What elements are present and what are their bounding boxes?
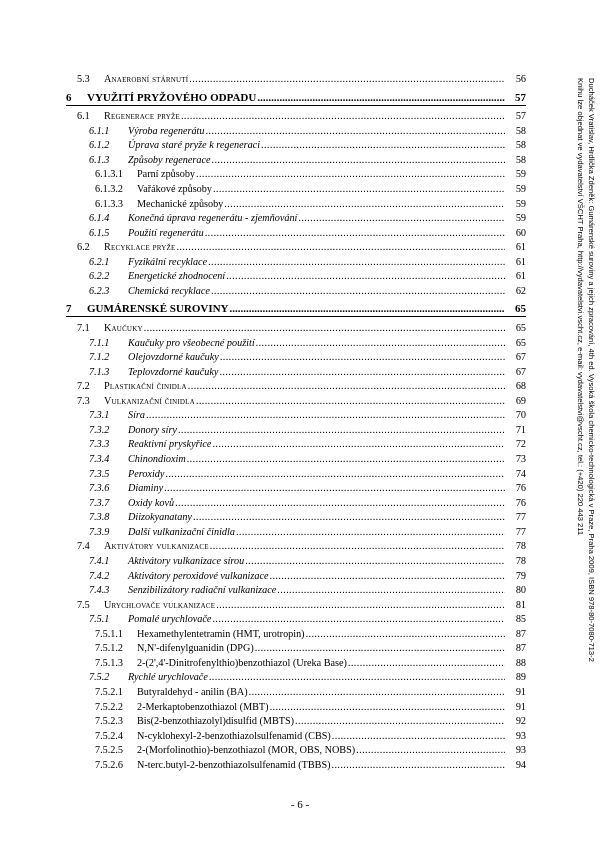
toc-entry-page: 59: [515, 213, 526, 224]
toc-dot-leader: [196, 395, 505, 408]
toc-entry-title: Teplovzdorné kaučuky: [128, 366, 219, 378]
toc-entry-title: Způsoby regenerace: [128, 154, 211, 166]
toc-entry-title: Diizokyanatany: [128, 512, 192, 524]
toc-entry-number: 6.1.4: [89, 213, 110, 224]
toc-dot-leader: [208, 256, 505, 269]
toc-entry[interactable]: [0, 322, 600, 335]
toc-entry-title: Kaučuky pro všeobecné použití: [128, 337, 255, 349]
page-number: - 6 -: [290, 799, 310, 811]
toc-entry-title-wrap: [137, 168, 505, 181]
toc-entry[interactable]: [0, 256, 600, 269]
toc-entry-title: Úprava staré pryže k regeneraci: [128, 140, 261, 152]
toc-entry-page: 76: [515, 497, 526, 509]
toc-entry-page: 80: [515, 585, 526, 596]
toc-entry[interactable]: [0, 686, 600, 699]
toc-entry-title-wrap: [137, 686, 505, 699]
toc-entry-number: 7.5.1.2: [95, 643, 124, 655]
toc-entry-number: 7.1: [77, 323, 90, 334]
toc-entry-title: Chemická recyklace: [128, 285, 210, 297]
toc-entry-page: 93: [515, 745, 526, 757]
toc-entry-page: 72: [515, 439, 526, 451]
toc-entry-title-wrap: [128, 212, 505, 225]
toc-entry[interactable]: [0, 227, 600, 240]
toc-dot-leader: [193, 511, 505, 524]
toc-entry-number: 7.3.6: [89, 483, 110, 495]
toc-entry-page: 61: [515, 271, 526, 283]
toc-entry-page: 88: [515, 657, 526, 669]
toc-entry-title-wrap: [137, 759, 505, 772]
toc-dot-leader: [220, 351, 505, 364]
toc-entry-number: 7.3.9: [89, 526, 110, 538]
toc-dot-leader: [348, 657, 505, 670]
toc-entry[interactable]: [0, 671, 600, 684]
toc-entry-title: Peroxidy: [128, 468, 165, 480]
toc-entry-title-wrap: [128, 555, 505, 568]
toc-entry-title-wrap: [104, 73, 505, 86]
toc-entry-number: 7.1.1: [89, 337, 110, 349]
toc-entry-page: 71: [515, 424, 526, 436]
toc-entry-page: 57: [515, 91, 526, 104]
toc-entry-title-wrap: [104, 241, 505, 254]
toc-entry-number: 5.3: [77, 74, 90, 85]
toc-entry-title: Síra: [128, 410, 145, 422]
toc-entry-title-wrap: [87, 92, 505, 105]
toc-entry-page: 59: [515, 198, 526, 210]
toc-entry-page: 85: [515, 614, 526, 626]
toc-dot-leader: [181, 110, 505, 123]
toc-entry-title-wrap: [128, 438, 505, 451]
toc-dot-leader: [219, 366, 505, 379]
toc-entry-number: 7.1.3: [89, 366, 110, 378]
toc-entry-title-wrap: [128, 570, 505, 583]
toc-entry[interactable]: [0, 73, 600, 86]
toc-entry[interactable]: [0, 303, 600, 316]
toc-entry-page: 81: [515, 599, 526, 611]
toc-entry[interactable]: [0, 380, 600, 393]
toc-dot-leader: [216, 599, 505, 612]
toc-entry-page: 77: [515, 526, 526, 538]
toc-entry-title-wrap: [104, 110, 505, 123]
toc-entry-title-wrap: [128, 671, 505, 684]
toc-entry-number: 6.2.2: [89, 271, 110, 283]
toc-entry-page: 65: [515, 323, 526, 334]
toc-dot-leader: [270, 570, 506, 583]
toc-entry-page: 92: [515, 716, 526, 728]
toc-entry-page: 91: [515, 701, 526, 713]
toc-entry-title-wrap: [137, 730, 505, 743]
toc-entry[interactable]: [0, 657, 600, 670]
toc-entry-title: Energetické zhodnocení: [128, 271, 226, 283]
toc-entry-page: 57: [515, 111, 526, 123]
toc-entry[interactable]: [0, 759, 600, 772]
toc-entry-number: 7.3.4: [89, 454, 110, 465]
toc-entry-title: Vulkanizační činidla: [104, 395, 195, 407]
toc-entry-number: 6.1.5: [89, 227, 110, 239]
toc-entry-page: 58: [515, 125, 526, 137]
toc-entry-title: Vařákové způsoby: [137, 183, 212, 195]
toc-entry[interactable]: [0, 395, 600, 408]
toc-entry[interactable]: [0, 482, 600, 495]
toc-entry-number: 7.3.8: [89, 512, 110, 524]
toc-entry-title-wrap: [128, 424, 505, 437]
toc-entry-page: 65: [515, 303, 526, 316]
toc-entry-number: 7: [66, 303, 72, 316]
toc-entry-title-wrap: [137, 657, 505, 670]
toc-entry-page: 79: [515, 570, 526, 582]
toc-dot-leader: [212, 613, 505, 626]
toc-dot-leader: [144, 322, 505, 335]
toc-dot-leader: [210, 540, 505, 553]
toc-entry-number: 7.1.2: [89, 352, 110, 364]
toc-entry-number: 7.3: [77, 395, 90, 407]
toc-entry-title: VYUŽITÍ PRYŽOVÉHO ODPADU: [87, 91, 257, 104]
toc-entry-page: 91: [515, 687, 526, 698]
side-note: [561, 78, 597, 698]
toc-entry-page: 77: [515, 512, 526, 524]
toc-entry-page: 62: [515, 285, 526, 297]
toc-dot-leader: [176, 241, 505, 254]
toc-entry-title: 2-(Morfolinothio)-benzothiazol (MOR, OBS, NOBS): [137, 745, 356, 757]
toc-entry-title-wrap: [104, 599, 505, 612]
toc-entry-title: N,N'-difenylguanidin (DPG): [137, 643, 254, 655]
toc-dot-leader: [295, 715, 505, 728]
toc-entry-page: 67: [515, 366, 526, 378]
toc-entry-title-wrap: [128, 270, 505, 283]
toc-dot-leader: [209, 671, 505, 684]
toc-entry-number: 7.5.2.5: [95, 745, 124, 757]
toc-entry[interactable]: [0, 285, 600, 298]
toc-dot-leader: [189, 73, 505, 86]
toc-entry[interactable]: [0, 453, 600, 466]
toc-entry-number: 6.1.2: [89, 140, 110, 152]
toc-entry[interactable]: [0, 730, 600, 743]
toc-dot-leader: [249, 686, 505, 699]
toc-entry-title-wrap: [137, 183, 505, 196]
toc-entry-title-wrap: [128, 256, 505, 269]
toc-entry[interactable]: [0, 642, 600, 655]
toc-dot-leader: [298, 212, 505, 225]
toc-entry-number: 7.3.3: [89, 439, 110, 451]
toc-entry[interactable]: [0, 744, 600, 757]
toc-entry-title-wrap: [128, 468, 505, 481]
toc-entry[interactable]: [0, 337, 600, 350]
toc-dot-leader: [175, 497, 505, 510]
toc-entry-page: 69: [515, 395, 526, 407]
toc-entry-title: 2-Merkaptobenzothiazol (MBT): [137, 701, 269, 713]
toc-entry[interactable]: [0, 540, 600, 553]
toc-entry-number: 7.5.2.2: [95, 701, 124, 713]
toc-entry-page: 78: [515, 541, 526, 553]
toc-entry-number: 7.5.2: [89, 672, 110, 684]
toc-entry-title-wrap: [104, 540, 505, 553]
toc-entry[interactable]: [0, 125, 600, 138]
toc-entry-page: 76: [515, 483, 526, 495]
toc-entry-page: 89: [515, 672, 526, 684]
chapter-underline: [66, 105, 526, 106]
toc-entry-title: Olejovzdorné kaučuky: [128, 352, 219, 364]
toc-dot-leader: [165, 468, 505, 481]
toc-dot-leader: [270, 701, 505, 714]
toc-entry[interactable]: [0, 526, 600, 539]
toc-entry[interactable]: [0, 715, 600, 728]
toc-entry-title: Fyzikální recyklace: [128, 256, 208, 268]
toc-dot-leader: [261, 139, 505, 152]
toc-entry-title-wrap: [128, 584, 505, 597]
toc-entry-title-wrap: [137, 198, 505, 211]
toc-entry-number: 6.1.3.2: [95, 183, 124, 195]
toc-entry-number: 7.5.2.1: [95, 687, 124, 698]
toc-entry-number: 7.5.2.3: [95, 716, 124, 728]
toc-entry-number: 7.5.1.1: [95, 628, 124, 640]
toc-dot-leader: [205, 227, 505, 240]
toc-entry-page: 70: [515, 410, 526, 422]
toc-entry[interactable]: [0, 468, 600, 481]
toc-entry-title: Urychlovače vulkanizace: [104, 599, 216, 611]
toc-entry[interactable]: [0, 139, 600, 152]
toc-entry[interactable]: [0, 438, 600, 451]
toc-entry-title: Butyraldehyd - anilin (BA): [137, 687, 248, 698]
toc-entry-number: 7.4.3: [89, 585, 110, 596]
toc-entry-page: 65: [515, 337, 526, 349]
toc-entry-title: Reaktivní pryskyřice: [128, 439, 212, 451]
toc-entry-title-wrap: [128, 511, 505, 524]
toc-dot-leader: [213, 183, 505, 196]
toc-entry-title: Hexamethylentetramin (HMT, urotropin): [137, 628, 305, 640]
toc-entry-number: 7.3.7: [89, 497, 110, 509]
toc-entry-number: 6.2: [77, 242, 90, 254]
toc-dot-leader: [356, 744, 505, 757]
toc-entry-title-wrap: [137, 744, 505, 757]
toc-dot-leader: [226, 270, 505, 283]
toc-dot-leader: [146, 409, 505, 422]
toc-dot-leader: [245, 555, 505, 568]
toc-entry-title-wrap: [137, 628, 505, 641]
toc-dot-leader: [224, 198, 505, 211]
toc-entry-title-wrap: [128, 613, 505, 626]
toc-entry-title: Rychlé urychlovače: [128, 672, 208, 684]
toc-entry[interactable]: [0, 351, 600, 364]
toc-entry-page: 56: [515, 74, 526, 85]
toc-dot-leader: [332, 759, 505, 772]
toc-entry-number: 7.5.2.6: [95, 759, 124, 771]
toc-entry[interactable]: [0, 110, 600, 123]
toc-entry-title-wrap: [128, 409, 505, 422]
toc-entry-page: 93: [515, 730, 526, 742]
toc-entry-number: 7.3.2: [89, 424, 110, 436]
toc-entry-title-wrap: [128, 227, 505, 240]
toc-entry-page: 67: [515, 352, 526, 364]
toc-dot-leader: [212, 438, 505, 451]
toc-entry-title: Regenerace pryže: [104, 111, 180, 123]
toc-entry[interactable]: [0, 511, 600, 524]
toc-entry-title: N-cyklohexyl-2-benzothiazolsulfenamid (CBS): [137, 730, 331, 742]
toc-entry-title: Recyklace pryže: [104, 242, 176, 254]
toc-entry[interactable]: [0, 154, 600, 167]
toc-entry-number: 6: [66, 91, 72, 104]
toc-entry-title-wrap: [104, 395, 505, 408]
toc-dot-leader: [332, 730, 505, 743]
toc-entry-page: 74: [515, 468, 526, 480]
toc-entry-title: Chinondioxim: [128, 454, 186, 465]
toc-entry-title-wrap: [128, 482, 505, 495]
toc-entry-page: 78: [515, 555, 526, 567]
toc-entry-title-wrap: [128, 351, 505, 364]
toc-entry[interactable]: [0, 92, 600, 105]
toc-dot-leader: [164, 482, 505, 495]
toc-dot-leader: [211, 285, 505, 298]
toc-entry-number: 7.5.1: [89, 614, 110, 626]
toc-entry-number: 6.1.3: [89, 154, 110, 166]
toc-entry-number: 6.1.1: [89, 125, 110, 137]
toc-entry-page: 60: [515, 227, 526, 239]
toc-entry-title-wrap: [104, 322, 505, 335]
toc-entry-title: Aktivátory vulkanizace: [104, 541, 209, 553]
toc-entry-title: Kaučuky: [104, 323, 143, 334]
toc-entry-number: 6.1: [77, 111, 90, 123]
toc-entry[interactable]: [0, 183, 600, 196]
toc-entry-page: 59: [515, 169, 526, 181]
toc-dot-leader: [178, 424, 505, 437]
toc-entry-title-wrap: [128, 453, 505, 466]
toc-entry-number: 7.3.1: [89, 410, 110, 422]
toc-entry[interactable]: [0, 366, 600, 379]
toc-entry[interactable]: [0, 409, 600, 422]
toc-entry-number: 7.4.2: [89, 570, 110, 582]
toc-entry-title-wrap: [128, 139, 505, 152]
toc-entry-page: 61: [515, 256, 526, 268]
toc-entry-number: 7.5.2.4: [95, 730, 124, 742]
toc-entry-page: 87: [515, 628, 526, 640]
toc-dot-leader: [187, 453, 505, 466]
toc-entry-title-wrap: [128, 154, 505, 167]
toc-entry-title: Mechanické způsoby: [137, 198, 224, 210]
chapter-underline: [66, 316, 526, 317]
toc-entry-title: Oxidy kovů: [128, 497, 175, 509]
toc-entry[interactable]: [0, 584, 600, 597]
toc-dot-leader: [205, 125, 505, 138]
toc-entry-number: 7.2: [77, 381, 90, 393]
toc-entry-title-wrap: [137, 642, 505, 655]
toc-entry-title: Senzibilizátory radiační vulkanizace: [128, 585, 277, 596]
toc-entry[interactable]: [0, 424, 600, 437]
toc-entry-page: 94: [515, 759, 526, 771]
toc-dot-leader: [236, 526, 505, 539]
toc-entry-title: Plastikační činidla: [104, 381, 187, 393]
toc-entry-title-wrap: [128, 526, 505, 539]
toc-entry-title-wrap: [87, 303, 505, 316]
toc-entry[interactable]: [0, 198, 600, 211]
toc-entry-number: 6.2.3: [89, 285, 110, 297]
toc-entry-title: GUMÁRENSKÉ SUROVINY: [87, 303, 229, 316]
toc-entry-title-wrap: [128, 285, 505, 298]
toc-entry-title: 2-(2',4'-Dinitrofenylthio)benzothiazol (Ureka Base): [137, 657, 347, 669]
toc-entry-title-wrap: [128, 125, 505, 138]
toc-entry-title-wrap: [128, 497, 505, 510]
toc-entry-page: 58: [515, 154, 526, 166]
toc-dot-leader: [188, 380, 505, 393]
toc-entry-title: Výroba regenerátu: [128, 125, 205, 137]
toc-entry-number: 7.3.5: [89, 468, 110, 480]
toc-entry-title: Bis(2-benzothiazolyl)disulfid (MBTS): [137, 716, 295, 728]
toc-entry-title: Donory síry: [128, 424, 177, 436]
toc-entry-title: Aktivátory peroxidové vulkanizace: [128, 570, 269, 582]
toc-entry-title: N-terc.butyl-2-benzothiazolsulfenamid (TBBS): [137, 759, 331, 771]
toc-dot-leader: [196, 168, 505, 181]
toc-entry-page: 68: [515, 381, 526, 393]
toc-entry-number: 7.5.1.3: [95, 657, 124, 669]
toc-entry-title: Diaminy: [128, 483, 164, 495]
toc-entry-page: 58: [515, 140, 526, 152]
toc-entry[interactable]: [0, 613, 600, 626]
toc-entry-title-wrap: [128, 366, 505, 379]
toc-entry[interactable]: [0, 168, 600, 181]
toc-dot-leader: [256, 337, 505, 350]
toc-entry-number: 6.1.3.1: [95, 169, 124, 181]
toc-entry[interactable]: [0, 270, 600, 283]
toc-entry[interactable]: [0, 241, 600, 254]
toc-entry-title: Použití regenerátu: [128, 227, 204, 239]
toc-entry-number: 6.1.3.3: [95, 198, 124, 210]
toc-dot-leader: [277, 584, 505, 597]
toc-entry[interactable]: [0, 628, 600, 641]
toc-entry-page: 61: [515, 242, 526, 254]
side-note-line-1: Ducháček Vratislav, Hrdlička Zdeněk: Gumárenské suroviny a jejich zpracování, 4th ed. Vysoká škola chemicko-technologická v Praze, Praha 2009, ISBN 978-80-7080-713-2: [587, 78, 596, 662]
toc-dot-leader: [257, 92, 505, 105]
toc-entry[interactable]: [0, 212, 600, 225]
toc-entry-title: Aktivátory vulkanizace sírou: [128, 555, 245, 567]
toc-entry-page: 73: [515, 454, 526, 465]
toc-entry-title: Konečná úprava regenerátu - zjemňování: [128, 213, 298, 224]
toc-entry-title-wrap: [128, 337, 505, 350]
toc-entry-title: Pomalé urychlovače: [128, 614, 212, 626]
toc-dot-leader: [212, 154, 505, 167]
toc-dot-leader: [255, 642, 505, 655]
toc-dot-leader: [306, 628, 505, 641]
toc-entry[interactable]: [0, 570, 600, 583]
toc-entry-title-wrap: [104, 380, 505, 393]
toc-entry-title-wrap: [137, 715, 505, 728]
toc-entry[interactable]: [0, 497, 600, 510]
toc-entry-page: 87: [515, 643, 526, 655]
toc-dot-leader: [230, 303, 506, 316]
toc-entry-title-wrap: [137, 701, 505, 714]
toc-entry-number: 6.2.1: [89, 256, 110, 268]
toc-entry[interactable]: [0, 701, 600, 714]
toc-entry-title: Anaerobní stárnutí: [104, 74, 189, 85]
toc-entry-title: Parní způsoby: [137, 169, 196, 181]
toc-entry-page: 59: [515, 183, 526, 195]
toc-entry-number: 7.5: [77, 599, 90, 611]
toc-entry[interactable]: [0, 555, 600, 568]
toc-entry[interactable]: [0, 599, 600, 612]
toc-entry-title: Další vulkanizační činidla: [128, 526, 235, 538]
toc-entry-number: 7.4: [77, 541, 90, 553]
side-note-line-2: Knihu lze objednat ve vydavatelství VŠCHT Praha, http://vydavatelstvi.vscht.cz, e-mail: vydavatelstvi@vscht.cz, tel.: (+420) 220 443 211: [576, 78, 585, 536]
toc-entry-number: 7.4.1: [89, 555, 110, 567]
